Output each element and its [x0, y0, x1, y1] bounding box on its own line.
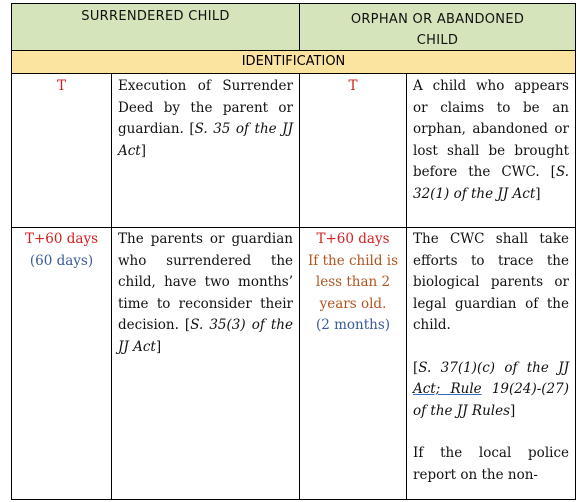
- row2-left-ref: S. 35(3) of the JJ Act: [118, 317, 293, 355]
- row2-right-sub: (2 months): [315, 317, 391, 333]
- row2-right-para3: If the local police report on the non-: [413, 445, 569, 483]
- row1-left-text: Execution of Surrender Deed by the parent or guardian. [: [118, 78, 293, 137]
- row1-left-text-cell: [112, 76, 299, 162]
- row2-right-ref-c: 19(24)-(27) of the JJ Rules: [413, 381, 569, 419]
- row2-right-time-cell: [300, 229, 406, 337]
- row2-right-time: T+60 days: [316, 231, 390, 247]
- row1-left-ref-close: ]: [140, 142, 147, 159]
- row2-right-ref-a: S. 37(1)(c) of the JJ: [418, 359, 569, 376]
- row1-left-time-cell: [12, 76, 111, 98]
- row2-right-ref-open: [: [413, 359, 419, 376]
- section-title: IDENTIFICATION: [241, 54, 346, 69]
- line-h2: [12, 73, 575, 74]
- header-left-text: SURRENDERED CHILD: [81, 9, 230, 24]
- row1-right-time-cell: [300, 76, 406, 98]
- row1-right-text-cell: [407, 76, 575, 205]
- row2-left-time: T+60 days: [24, 231, 99, 247]
- line-h1: [12, 50, 575, 51]
- row2-left-text-cell: [112, 229, 299, 358]
- row2-left-sub: (60 days): [29, 252, 94, 269]
- row1-right-ref: S. 32(1) of the JJ Act: [413, 164, 569, 202]
- row2-left-text: The parents or guardian who surrendered the child, have two months’ time to reconsider their decision. [: [118, 231, 293, 333]
- row1-right-ref-close: ]: [535, 185, 541, 202]
- header-surrendered-child: [12, 4, 299, 50]
- row2-left-ref-close: ]: [155, 338, 162, 355]
- row1-right-text: A child who appears or claims to be an orphan, abandoned or lost shall be brought before the CWC. [: [413, 78, 569, 180]
- row2-right-ref-para: [413, 358, 569, 423]
- process-table: [11, 3, 576, 500]
- row2-right-text-cell: [407, 229, 575, 486]
- row1-right-time: T: [348, 78, 358, 94]
- row1-left-time: T: [56, 78, 66, 94]
- header-orphan-abandoned-child: [300, 4, 575, 50]
- line-h3: [12, 227, 575, 228]
- line-v-mid: [299, 4, 300, 50]
- row2-right-para1: The CWC shall take efforts to trace the biological parents or legal guardian of the child.: [413, 231, 569, 333]
- row2-right-condition: If the child is less than 2 years old.: [307, 252, 399, 312]
- section-identification: [12, 51, 575, 73]
- row1-left-ref: S. 35 of the JJ Act: [118, 121, 293, 159]
- header-right-line2: CHILD: [416, 33, 459, 48]
- header-right-line1: ORPHAN OR ABANDONED: [350, 12, 525, 27]
- row2-right-ref-b: Act; Rule: [413, 381, 482, 397]
- row2-right-ref-close: ]: [510, 402, 516, 419]
- row2-left-time-cell: [12, 229, 111, 272]
